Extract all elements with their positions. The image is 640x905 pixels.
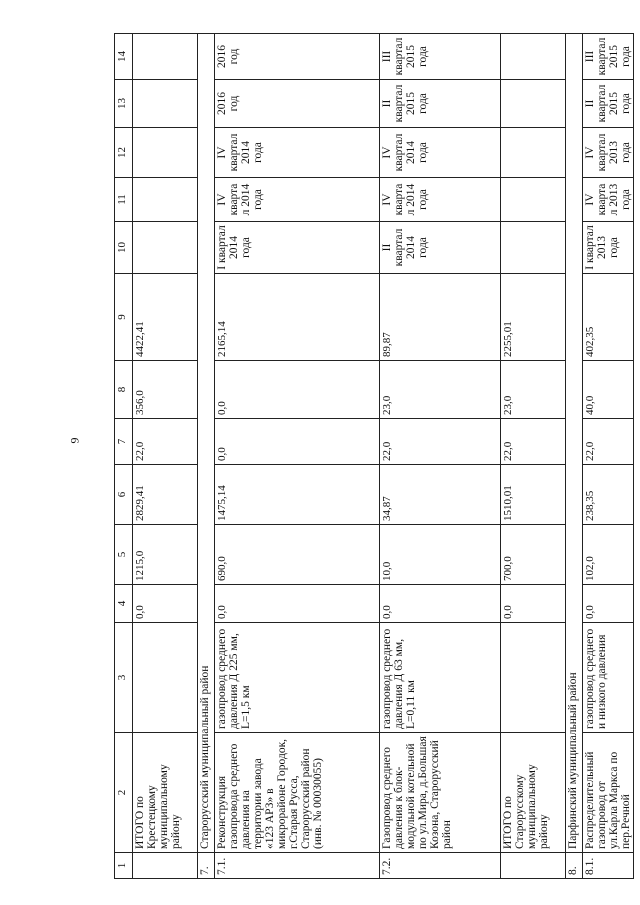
value-cell: 0,0 [215,585,380,623]
object-name: Реконструкция газопровода среднего давления на территории завода «123 АРЗ» в микрорайоне Городок, г.Старая Русса, Старорусский район (инв. № 00030055) [215,733,380,853]
value-cell: 4422,41 [133,274,198,361]
header-cell: 10 [115,222,133,274]
date-cell: IV квартал 2014 года [215,178,380,222]
date-cell: IV квартал 2014 года [380,178,501,222]
header-cell: 4 [115,585,133,623]
value-cell: 22,0 [133,419,198,465]
table-cell [133,178,198,222]
section-title: Старорусский муниципальный район [198,34,215,853]
value-cell: 402,35 [583,274,634,361]
value-cell: 0,0 [215,361,380,419]
date-cell: 2016 год [215,34,380,80]
header-cell: 12 [115,128,133,178]
table-cell [501,80,566,128]
table-cell [501,853,566,879]
page-number: 9 [67,437,82,444]
header-cell: 6 [115,465,133,525]
date-cell: IV квартал 2014 года [215,128,380,178]
table-row [215,34,380,879]
header-cell: 9 [115,274,133,361]
header-cell: 5 [115,525,133,585]
table-wrapper [114,34,632,879]
header-cell: 13 [115,80,133,128]
total-label: ИТОГО по Старорусскому муниципальному району [501,733,566,853]
total-label: ИТОГО по Крестецкому муниципальному району [133,733,198,853]
value-cell: 0,0 [583,585,634,623]
table-cell [133,80,198,128]
value-cell: 102,0 [583,525,634,585]
value-cell: 40,0 [583,361,634,419]
value-cell: 10,0 [380,525,501,585]
header-cell: 2 [115,733,133,853]
table-cell [501,34,566,80]
row-number: 8.1. [583,853,634,879]
section-number: 8. [566,853,583,879]
value-cell: 0,0 [501,585,566,623]
value-cell: 2165,14 [215,274,380,361]
value-cell: 23,0 [380,361,501,419]
row-number: 7.1. [215,853,380,879]
section-title: Парфинский муниципальный район [566,34,583,853]
value-cell: 0,0 [215,419,380,465]
header-cell: 1 [115,853,133,879]
value-cell: 1510,01 [501,465,566,525]
table-cell [501,178,566,222]
value-cell: 22,0 [583,419,634,465]
row-number: 7.2. [380,853,501,879]
value-cell: 2829,41 [133,465,198,525]
date-cell: I квартал 2014 года [215,222,380,274]
value-cell: 22,0 [380,419,501,465]
table-cell [501,623,566,733]
table-row [133,34,198,879]
date-cell: I квартал 2013 года [583,222,634,274]
date-cell: IV квартал 2013 года [583,128,634,178]
header-cell: 7 [115,419,133,465]
table-cell [501,222,566,274]
table-cell [501,128,566,178]
date-cell: II квартал 2015 года [583,80,634,128]
object-description: газопровод среднего и низкого давления [583,623,634,733]
header-cell: 3 [115,623,133,733]
header-row [115,34,133,879]
rotated-table-area [114,34,632,879]
date-cell: III квартал 2015 года [583,34,634,80]
date-cell: II квартал 2014 года [380,222,501,274]
table-row [501,34,566,879]
object-name: Газопровод среднего давления к блок-модульной котельной по ул.Мира, д.Большая Козона, Старорусский район [380,733,501,853]
value-cell: 690,0 [215,525,380,585]
table-row [380,34,501,879]
investment-program-table [114,33,634,879]
section-row [566,34,583,879]
table-row [583,34,634,879]
value-cell: 0,0 [380,585,501,623]
value-cell: 238,35 [583,465,634,525]
value-cell: 34,87 [380,465,501,525]
table-cell [133,128,198,178]
table-cell [133,222,198,274]
header-cell: 8 [115,361,133,419]
object-description: газопровод среднего давления Д 63 мм, L=0,11 км [380,623,501,733]
date-cell: III квартал 2015 года [380,34,501,80]
header-cell: 14 [115,34,133,80]
table-cell [133,623,198,733]
value-cell: 2255,01 [501,274,566,361]
header-cell: 11 [115,178,133,222]
value-cell: 89,87 [380,274,501,361]
value-cell: 700,0 [501,525,566,585]
date-cell: 2016 год [215,80,380,128]
value-cell: 22,0 [501,419,566,465]
value-cell: 0,0 [133,585,198,623]
date-cell: II квартал 2015 года [380,80,501,128]
section-row [198,34,215,879]
date-cell: IV квартал 2014 года [380,128,501,178]
object-description: газопровод среднего давления Д 225 мм, L=1,5 км [215,623,380,733]
date-cell: IV квартал 2013 года [583,178,634,222]
value-cell: 1475,14 [215,465,380,525]
value-cell: 1215,0 [133,525,198,585]
table-cell [133,853,198,879]
value-cell: 23,0 [501,361,566,419]
table-cell [133,34,198,80]
object-name: Распределительный газопровод от ул.Карла Маркса по пер.Речной [583,733,634,853]
value-cell: 356,0 [133,361,198,419]
section-number: 7. [198,853,215,879]
